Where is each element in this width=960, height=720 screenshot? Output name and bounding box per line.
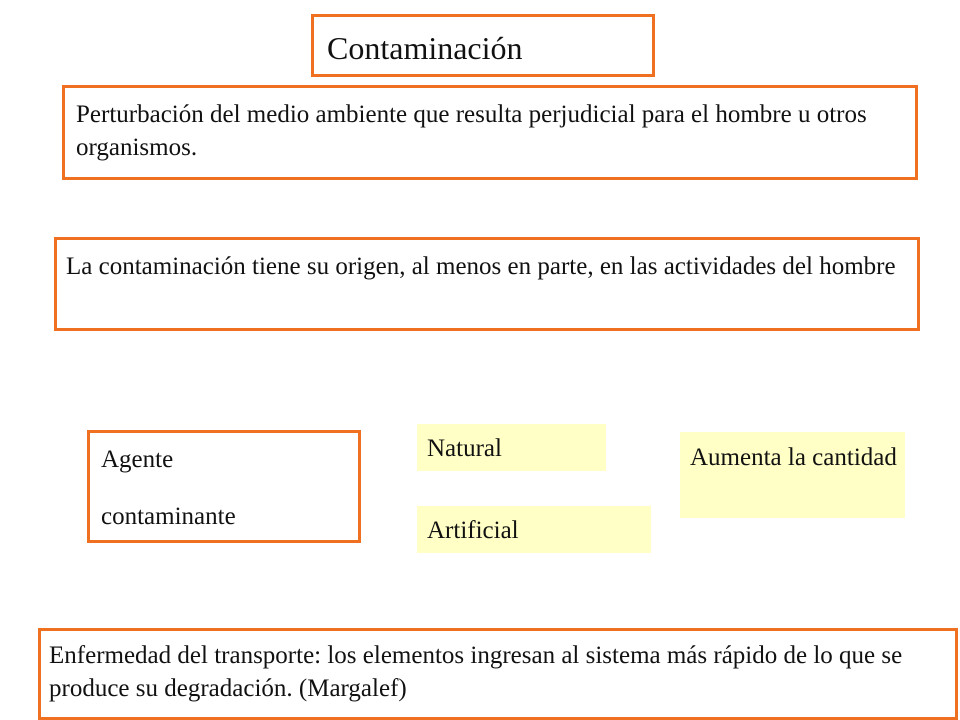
title-box: [311, 14, 655, 77]
agent-label-line2: contaminante: [101, 503, 236, 530]
origin-box: [54, 237, 920, 331]
artificial-label: Artificial: [427, 517, 519, 544]
artificial-box: [417, 506, 651, 553]
agent-label-line1: Agente: [101, 446, 174, 473]
origin-text: La contaminación tiene su origen, al menos en parte, en las actividades del hombre: [66, 253, 896, 280]
transport-box: [38, 628, 958, 720]
definition-text: Perturbación del medio ambiente que resulta perjudicial para el hombre u otros organismos.: [76, 101, 867, 161]
agent-box: [87, 430, 361, 543]
natural-box: [417, 424, 606, 471]
definition-box: [62, 85, 918, 180]
transport-text: Enfermedad del transporte: los elementos ingresan al sistema más rápido de lo que se produce su degradación. (Margalef): [49, 642, 903, 702]
increase-text: Aumenta la cantidad: [690, 444, 897, 471]
increase-box: [680, 432, 905, 518]
page-title: Contaminación: [327, 30, 523, 66]
natural-label: Natural: [427, 435, 502, 462]
